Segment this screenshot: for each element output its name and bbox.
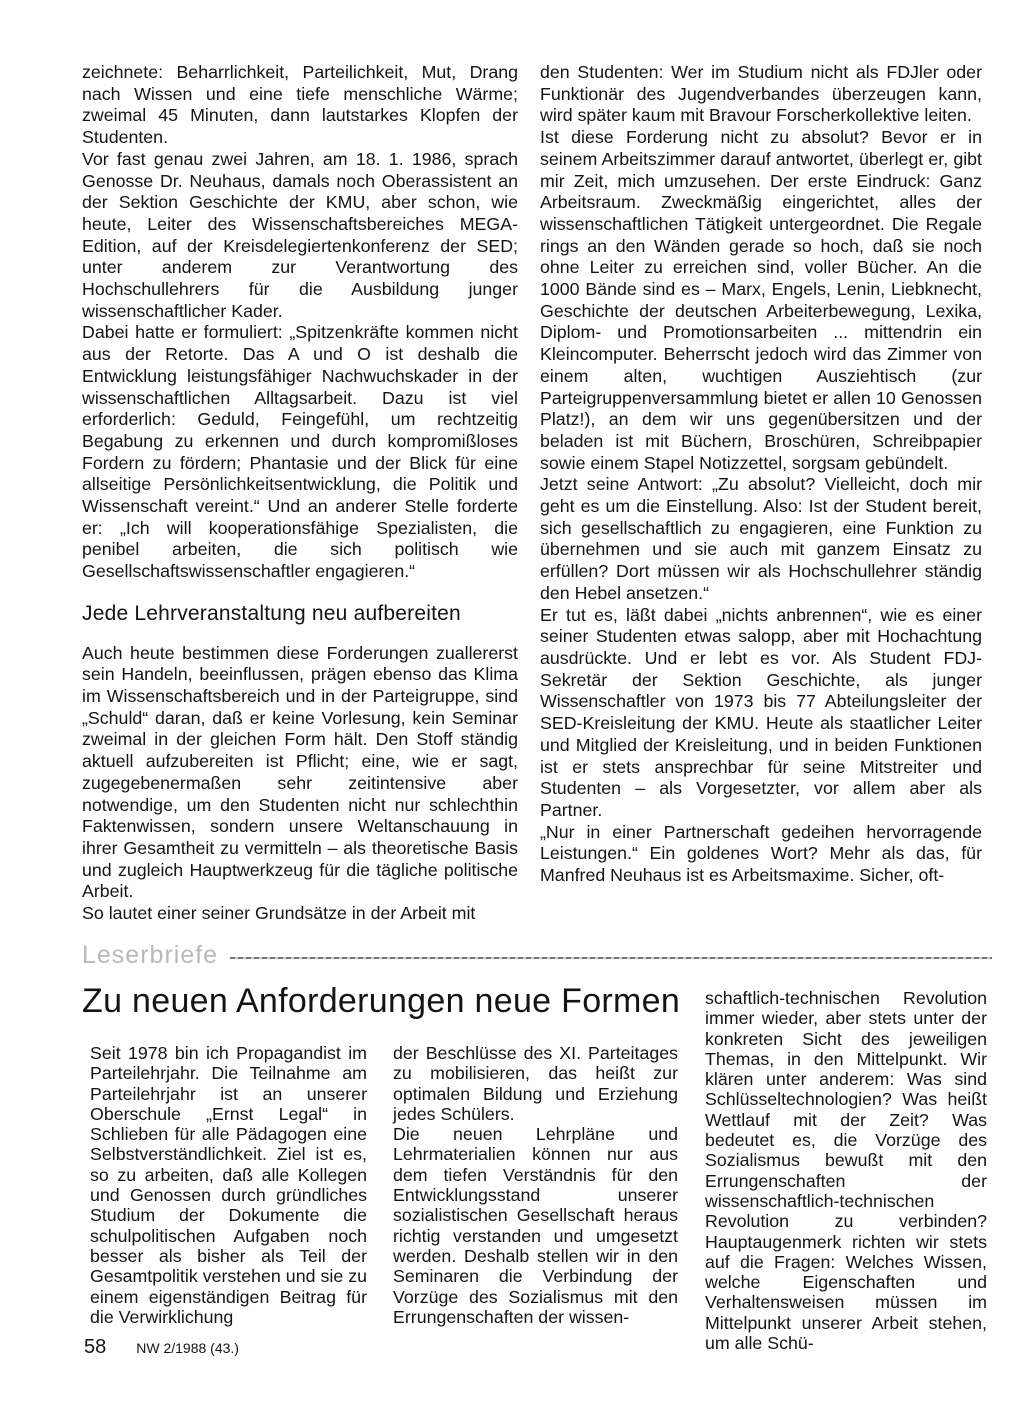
article-paragraph: Dabei hatte er formuliert: „Spitzenkräfte kommen nicht aus der Retorte. Das A und O ist deshalb die Entwicklung leistungsfähiger Nachwuchskader in der wissenschaftlichen Alltagsarbeit. Dazu ist viel erforderlich: Geduld, Feingefühl, um rechtzeitig Begabung zu erkennen und durch kompromißloses Fordern zu fördern; Phantasie und der Blick für eine allseitige Persönlichkeitsentwicklung, die Politik und Wissenschaft vereint.“ Und an anderer Stelle forderte er: „Ich will kooperationsfähige Spezialisten, die penibel arbeiten, die sich politisch wie Gesellschaftswissenschaftler engagieren.“ (82, 322, 518, 582)
article-paragraph: Ist diese Forderung nicht zu absolut? Bevor er in seinem Arbeitszimmer darauf antwortet, überlegt er, gibt mir Zeit, mich umzusehen. Der erste Eindruck: Ganz Arbeitsraum. Zweckmäßig eingerichtet, alles der wissenschaftlichen Tätigkeit untergeordnet. Die Regale rings an den Wänden gerade so hoch, daß sie noch ohne Leiter zu erreichen sind, voller Bücher. An die 1000 Bände sind es – Marx, Engels, Lenin, Liebknecht, Geschichte der deutschen Arbeiterbewegung, Lexika, Diplom- und Promotionsarbeiten ... mittendrin ein Kleincomputer. Beherrscht jedoch wird das Zimmer von einem alten, wuchtigen Ausziehtisch (zur Parteigruppenversammlung bietet er allen 10 Genossen Platz!), an dem wir uns gegenübersitzen und der beladen ist mit Büchern, Broschüren, Schreibpapier sowie einem Stapel Notizzettel, sorgsam gebündelt. (540, 127, 982, 473)
letters-title: Zu neuen Anforderungen neue Formen (82, 982, 681, 1020)
letter-column-1 (90, 1043, 367, 1327)
letters-rubric: Leserbriefe (82, 940, 219, 969)
page-number: 58 (84, 1336, 107, 1358)
article-paragraph: Er tut es, läßt dabei „nichts anbrennen“, wie es einer seiner Studenten etwas salopp, aber mit Hochachtung ausdrückte. Und er lebt es vor. Als Student FDJ-Sekretär der Sektion Geschichte, als junger Wissenschaftler von 1973 bis 77 Abteilungsleiter der SED-Kreisleitung der KMU. Heute als staatlicher Leiter und Mitglied der Kreisleitung, und in beiden Funktionen ist er stets ansprechbar für seine Mitstreiter und Studenten – als Vorgesetzter, vor allem aber als Partner. (540, 604, 982, 820)
letters-rubric-bar (82, 940, 992, 970)
rubric-divider (230, 957, 992, 959)
letter-paragraph: Die neuen Lehrpläne und Lehrmaterialien können nur aus dem tiefen Verständnis für den Entwicklungsstand unserer sozialistischen Gesellschaft heraus richtig verstanden und umgesetzt werden. Deshalb stellen wir in den Seminaren die Verbindung der Vorzüge des Sozialismus mit den Errungenschaften der wissen- (393, 1124, 678, 1327)
article-left-column (82, 62, 518, 925)
issue-label: NW 2/1988 (43.) (136, 1340, 239, 1356)
letter-paragraph: schaftlich-technischen Revolution immer wieder, aber stets unter der konkreten Sicht des jeweiligen Themas, in den Mittelpunkt. Wir klären unter anderem: Was sind Schlüsseltechnologien? Was heißt Wettlauf mit der Zeit? Was bedeutet es, die Vorzüge des Sozialismus bewußt mit den Errungenschaften der wissenschaftlich-technischen Revolution zu verbinden? Hauptaugenmerk richten wir stets auf die Fragen: Welches Wissen, welche Eigenschaften und Verhaltensweisen müssen im Mittelpunkt unserer Arbeit stehen, um alle Schü- (705, 988, 987, 1354)
letter-column-3 (705, 988, 987, 1353)
article-paragraph: Vor fast genau zwei Jahren, am 18. 1. 1986, sprach Genosse Dr. Neuhaus, damals noch Oberassistent an der Sektion Geschichte der KMU, aber schon, wie heute, Leiter des Wissenschaftsbereiches MEGA-Edition, auf der Kreisdelegiertenkonferenz der SED; unter anderem zur Verantwortung des Hochschullehrers für die Ausbildung junger wissenschaftlicher Kader. (82, 148, 518, 321)
article-paragraph: „Nur in einer Partnerschaft gedeihen hervorragende Leistungen.“ Ein goldenes Wort? Mehr als das, für Manfred Neuhaus ist es Arbeitsmaxime. Sicher, oft- (540, 821, 982, 886)
article-paragraph: So lautet einer seiner Grundsätze in der Arbeit mit (82, 903, 476, 924)
letter-paragraph: Seit 1978 bin ich Propagandist im Parteilehrjahr. Die Teilnahme am Parteilehrjahr ist an unserer Oberschule „Ernst Legal“ in Schlieben für alle Pädagogen eine Selbstverständlichkeit. Ziel ist es, so zu arbeiten, daß alle Kollegen und Genossen durch gründliches Studium der Dokumente die schulpolitischen Aufgaben noch besser als bisher als Teil der Gesamtpolitik verstehen und sie zu einem eigenständigen Beitrag für die Verwirklichung (90, 1043, 367, 1327)
page-footer (84, 1336, 239, 1359)
article-paragraph: Auch heute bestimmen diese Forderungen zuallererst sein Handeln, beeinflussen, prägen ebenso das Klima im Wissenschaftsbereich und in der Parteigruppe, sind „Schuld“ daran, daß er keine Vorlesung, kein Seminar zweimal in der gleichen Form hält. Den Stoff ständig aktuell aufzubereiten ist Pflicht; eine, wie er sagt, zugegebenermaßen sehr zeitintensive aber notwendige, um den Studenten nicht nur schlechthin Faktenwissen, sondern unsere Weltanschauung in ihrer Gesamtheit zu vermitteln – als theoretische Basis und zugleich Hauptwerkzeug für die tägliche politische Arbeit. (82, 642, 518, 902)
article-paragraph: den Studenten: Wer im Studium nicht als FDJler oder Funktionär des Jugendverbandes überzeugen kann, wird später kaum mit Bravour Forscherkollektive leiten. (540, 62, 982, 126)
letter-column-2 (393, 1043, 678, 1327)
article-subheading: Jede Lehrveranstaltung neu aufbereiten (82, 601, 461, 625)
article-paragraph: zeichnete: Beharrlichkeit, Parteilichkeit, Mut, Drang nach Wissen und eine tiefe menschliche Wärme; zweimal 45 Minuten, dann lautstarkes Klopfen der Studenten. (82, 62, 518, 148)
article-right-column (540, 62, 982, 887)
letter-paragraph: der Beschlüsse des XI. Parteitages zu mobilisieren, das heißt zur optimalen Bildung und Erziehung jedes Schülers. (393, 1043, 678, 1124)
article-paragraph: Jetzt seine Antwort: „Zu absolut? Vielleicht, doch mir geht es um die Einstellung. Also: Ist der Student bereit, sich gesellschaftlich zu engagieren, eine Funktion zu übernehmen und sie auch mit ganzem Einsatz zu erfüllen? Dort müssen wir als Hochschullehrer ständig den Hebel ansetzen.“ (540, 474, 982, 603)
